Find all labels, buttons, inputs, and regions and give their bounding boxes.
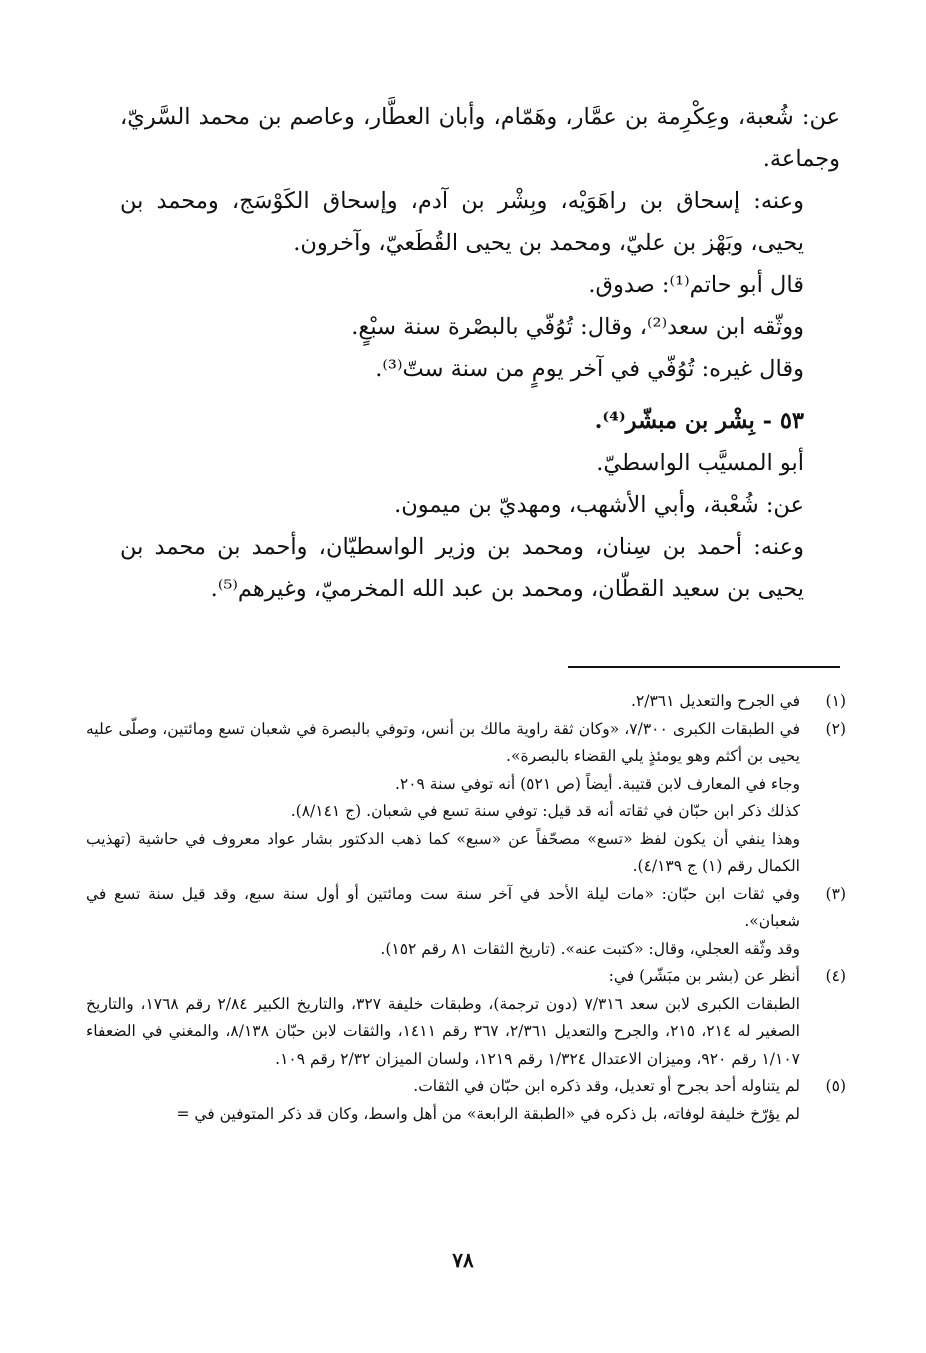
footnotes-section — [86, 688, 846, 1128]
main-paragraph: وعنه: إسحاق بن راهَوَيْه، وبِشْر بن آدم، وإسحاق الكَوْسَج، ومحمد بن يحيى، وبَهْز بن عليّ، ومحمد بن يحيى القُطَعيّ، وآخرون. — [120, 188, 804, 256]
footnote-line: في الطبقات الكبرى ٧/٣٠٠، «وكان ثقة راوية مالك بن أنس، وتوفي بالبصرة في شعبان تسع ومائتين، وصلّى عليه يحيى بن أكثم وهو يومئذٍ يلي القضاء بالبصرة». — [86, 719, 800, 765]
footnote-number: (٤) — [825, 967, 846, 985]
footnote-body — [86, 1073, 800, 1128]
footnote-number: (١) — [825, 692, 846, 710]
footnote-line: وجاء في المعارف لابن قتيبة. أيضاً (ص ٥٢١) أنه توفي سنة ٢٠٩. — [394, 774, 800, 793]
footnote — [86, 1073, 846, 1128]
entry-heading: ٥٣ - بِشْر بن مبشّر⁽⁴⁾. — [594, 408, 804, 434]
page-number: ٧٨ — [452, 1248, 474, 1272]
footnote-body — [86, 963, 800, 1073]
main-paragraph: أبو المسيَّب الواسطيّ. — [596, 450, 804, 476]
footnote-line: في الجرح والتعديل ٢/٣٦١. — [630, 692, 800, 710]
footnote — [86, 881, 846, 964]
main-paragraph: عن: شُعْبة، وأبي الأشهب، ومهديّ بن ميمون. — [394, 492, 804, 518]
footnote-line: وقد وثّقه العجلي، وقال: «كتبت عنه». (تاريخ الثقات ٨١ رقم ١٥٢). — [380, 939, 800, 958]
footnote-number: (٣) — [825, 884, 846, 903]
footnote-number: (٢) — [825, 719, 846, 738]
footnote-separator — [568, 666, 840, 668]
footnote-line: وفي ثقات ابن حبّان: «مات ليلة الأحد في آخر سنة ست ومائتين أو أول سنة سبع، وقد قيل سنة تسع في شعبان». — [86, 884, 800, 930]
main-paragraph: عن: شُعبة، وعِكْرِمة بن عمَّار، وهَمّام، وأبان العطَّار، وعاصم بن محمد السَّريّ، وجماعة. — [120, 104, 840, 172]
footnote-line: أنظر عن (بشر بن مبَشّر) في: — [608, 967, 800, 985]
main-paragraph: وعنه: أحمد بن سِنان، ومحمد بن وزير الواسطيّان، وأحمد بن محمد بن يحيى بن سعيد القطّان، ومحمد بن عبد الله المخرميّ، وغيرهم⁽⁵⁾. — [120, 534, 804, 602]
footnote — [86, 716, 846, 881]
footnote-body — [86, 716, 800, 881]
footnote — [86, 688, 846, 716]
footnote-line: لم يتناوله أحد بجرح أو تعديل، وقد ذكره ابن حبّان في الثقات. — [413, 1077, 800, 1095]
main-paragraph: ووثّقه ابن سعد⁽²⁾، وقال: تُوُفّي بالبصْرة سنة سبْعٍ. — [351, 314, 804, 340]
footnote — [86, 963, 846, 1073]
main-paragraph: قال أبو حاتم⁽¹⁾: صدوق. — [588, 272, 804, 298]
footnote-line: وهذا ينفي أن يكون لفظ «تسع» مصحّفاً عن «سبع» كما ذهب الدكتور بشار عواد معروف في حاشية (تهذيب الكمال رقم (١) ج ٤/١٣٩). — [86, 829, 800, 875]
footnote-body — [86, 688, 800, 716]
main-text-body — [120, 96, 840, 610]
footnote-number: (٥) — [825, 1077, 846, 1095]
footnote-line: الطبقات الكبرى لابن سعد ٧/٣١٦ (دون ترجمة)، وطبقات خليفة ٣٢٧، والتاريخ الكبير ٢/٨٤ رقم ١٧٦٨، والتاريخ الصغير له ٢١٤، ٢١٥، والجرح والتعديل ٢/٣٦١، ٣٦٧ رقم ١٤١١، والثقات لابن حبّان ٨/١٣٨، والمغني في الضعفاء ١/١٠٧ رقم ٩٢٠، وميزان الاعتدال ١/٣٢٤ رقم ١٢١٩، ولسان الميزان ٢/٣٢ رقم ١٠٩. — [86, 994, 800, 1068]
footnote-line: لم يؤرّخ خليفة لوفاته، بل ذكره في «الطبقة الرابعة» من أهل واسط، وكان قد ذكر المتوفين في = — [176, 1104, 800, 1123]
footnote-body — [86, 881, 800, 964]
footnote-line: كذلك ذكر ابن حبّان في ثقاته أنه قد قيل: توفي سنة تسع في شعبان. (ج ٨/١٤١). — [290, 802, 800, 820]
main-paragraph: وقال غيره: تُوُفّي في آخر يومٍ من سنة ستّ⁽³⁾. — [375, 356, 804, 382]
